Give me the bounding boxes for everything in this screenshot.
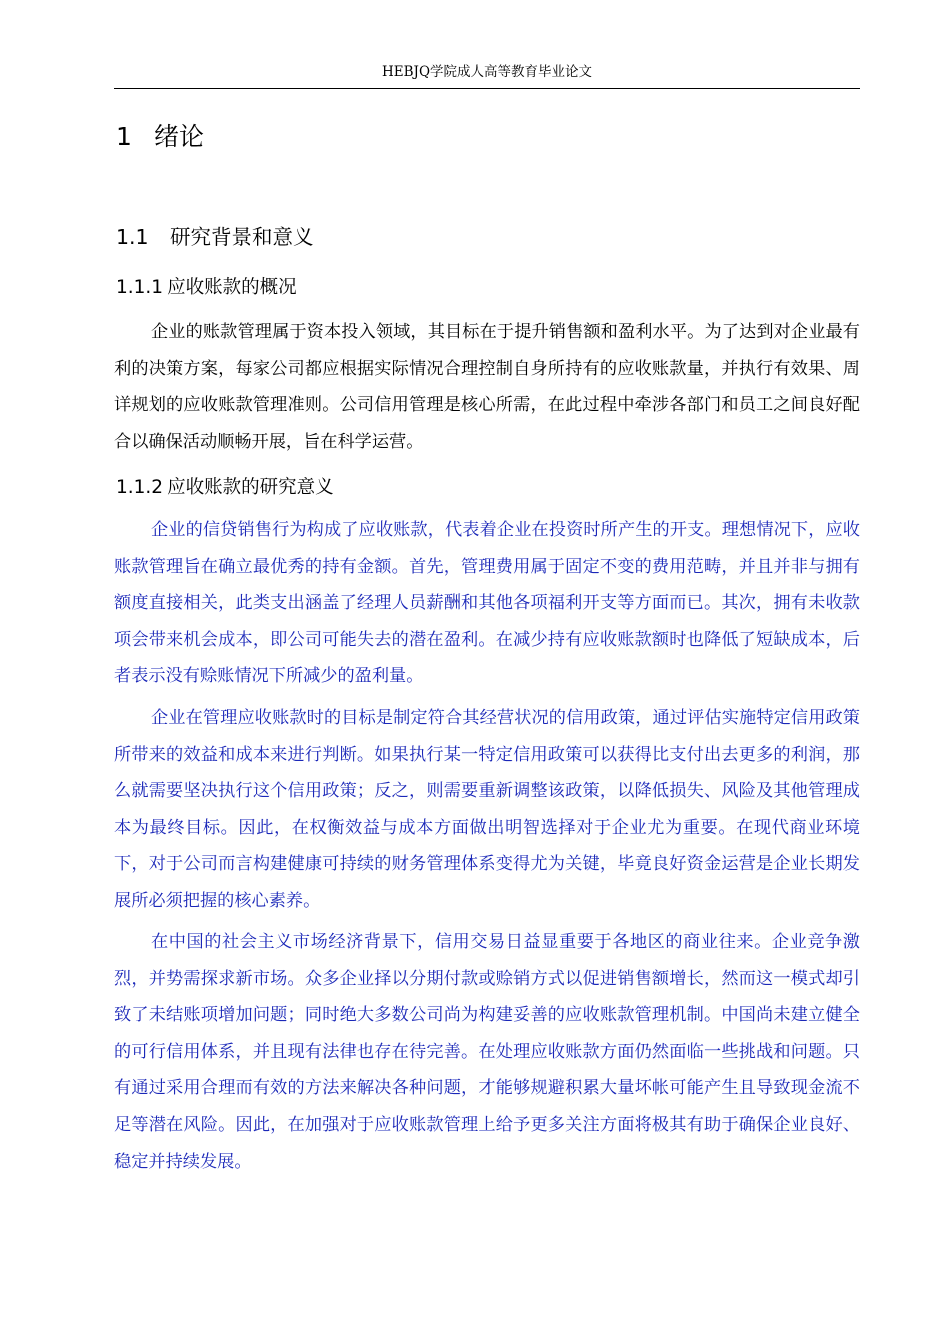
- body-paragraph: 企业的信贷销售行为构成了应收账款，代表着企业在投资时所产生的开支。理想情况下，应收账款管理旨在确立最优秀的持有金额。首先，管理费用属于固定不变的费用范畴，并且并非与拥有额度直接相关，此类支出涵盖了经理人员薪酬和其他各项福利开支等方面而已。其次，拥有未收款项会带来机会成本，即公司可能失去的潜在盈利。在减少持有应收账款额时也降低了短缺成本，后者表示没有赊账情况下所减少的盈利量。: [114, 520, 860, 687]
- chapter-number: 1: [116, 122, 132, 151]
- running-header: HEBJQ学院成人高等教育毕业论文: [381, 64, 593, 80]
- body-paragraph: 在中国的社会主义市场经济背景下，信用交易日益显重要于各地区的商业往来。企业竞争激烈，并势需探求新市场。众多企业择以分期付款或赊销方式以促进销售额增长，然而这一模式却引致了未结账项增加问题；同时绝大多数公司尚为构建妥善的应收账款管理机制。中国尚未建立健全的可行信用体系，并且现有法律也存在待完善。在处理应收账款方面仍然面临一些挑战和问题。只有通过采用合理而有效的方法来解决各种问题，才能够规避积累大量坏帐可能产生且导致现金流不足等潜在风险。因此，在加强对于应收账款管理上给予更多关注方面将极其有助于确保企业良好、稳定并持续发展。: [114, 932, 860, 1172]
- header-divider: [114, 88, 860, 89]
- subsection-number: 1.1.2: [116, 477, 164, 498]
- subsection-title: 应收账款的研究意义: [167, 477, 334, 498]
- subsection-heading: [116, 474, 334, 502]
- body-paragraph: 企业在管理应收账款时的目标是制定符合其经营状况的信用政策，通过评估实施特定信用政策所带来的效益和成本来进行判断。如果执行某一特定信用政策可以获得比支付出去更多的利润，那么就需要坚决执行这个信用政策；反之，则需要重新调整该政策，以降低损失、风险及其他管理成本为最终目标。因此，在权衡效益与成本方面做出明智选择对于企业尤为重要。在现代商业环境下，对于公司而言构建健康可持续的财务管理体系变得尤为关键，毕竟良好资金运营是企业长期发展所必须把握的核心素养。: [114, 708, 860, 911]
- subsection-heading: [116, 274, 297, 302]
- chapter-heading: [116, 120, 204, 154]
- body-paragraph: 企业的账款管理属于资本投入领域，其目标在于提升销售额和盈利水平。为了达到对企业最有利的决策方案，每家公司都应根据实际情况合理控制自身所持有的应收账款量，并执行有效果、周详规划的应收账款管理准则。公司信用管理是核心所需，在此过程中牵涉各部门和员工之间良好配合以确保活动顺畅开展，旨在科学运营。: [114, 322, 860, 452]
- chapter-title: 绪论: [154, 122, 205, 151]
- section-heading: [116, 222, 314, 252]
- section-number: 1.1: [116, 225, 149, 249]
- subsection-number: 1.1.1: [116, 277, 164, 298]
- section-title: 研究背景和意义: [170, 225, 314, 249]
- subsection-title: 应收账款的概况: [167, 277, 297, 298]
